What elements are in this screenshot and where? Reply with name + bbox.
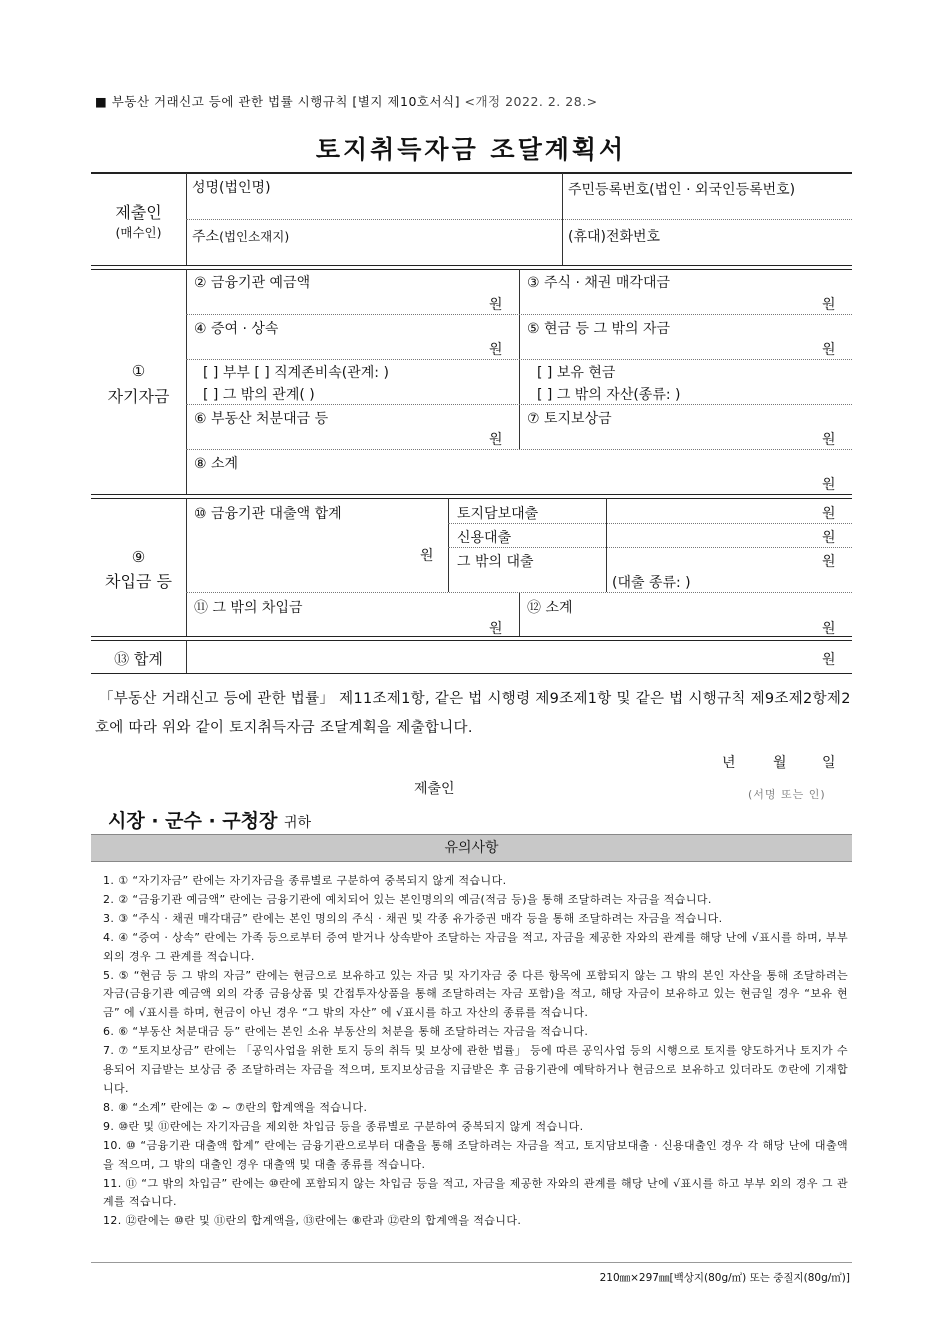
recipient	[108, 806, 311, 833]
note-item: 10. ⑩ “금융기관 대출액 합계” 란에는 금융기관으로부터 대출을 통해 조달하려는 자금을 적고, 토지담보대출 · 신용대출인 경우 각 해당 난에 대출액을 적으며, 그 밖의 대출인 경우 대출액 및 대출 종류를 적습니다.	[103, 1138, 848, 1171]
compensation-unit[interactable]: 원	[822, 432, 836, 448]
note-item: 9. ⑩란 및 ⑪란에는 자기자금을 제외한 차입금 등을 종류별로 구분하여 중복되지 않게 적습니다.	[103, 1119, 584, 1133]
compensation-label: ⑦ 토지보상금	[527, 411, 612, 427]
note-item: 11. ⑪ “그 밖의 차입금” 란에는 ⑩란에 포함되지 않는 차입금 등을 적고, 자금을 제공한 자와의 관계를 해당 난에 √표시를 하고 부부 외의 경우 그 관계를 적습니다.	[103, 1176, 848, 1209]
note-item: 2. ② “금융기관 예금액” 란에는 금융기관에 예치되어 있는 본인명의의 예금(적금 등)을 통해 조달하려는 자금을 적습니다.	[103, 892, 712, 906]
borrowed-number: ⑨	[131, 548, 146, 566]
signature-field[interactable]: (서명 또는 인)	[748, 788, 826, 801]
note-item: 8. ⑧ “소계” 란에는 ② ~ ⑦란의 합계액을 적습니다.	[103, 1100, 368, 1114]
total-label: ⑬ 합계	[114, 650, 163, 668]
day-label: 일	[822, 755, 836, 771]
note-item: 5. ⑤ “현금 등 그 밖의 자금” 란에는 현금으로 보유하고 있는 자금 및 자기자금 중 다른 항목에 포함되지 않는 그 밖의 본인 자산을 통해 조달하려는 자금(금융기관 예금액 외의 각종 금융상품 및 간접투자상품을 통해 조달하려는 자금 포함)을 적고, 해당 자금이 보유하고 있는 현금일 경우 “보유 현금” 에 √표시를 하며, 현금이 아닌 경우 “그 밖의 자산” 에 √표시를 하고 자산의 종류를 적습니다.	[103, 968, 848, 1020]
page-title: 토지취득자금 조달계획서	[315, 135, 627, 164]
gift-relation-checkboxes[interactable]: [ ] 부부 [ ] 직계존비속(관계: )	[203, 365, 389, 381]
own-subtotal-label: ⑧ 소계	[194, 456, 239, 472]
stocks-label: ③ 주식 · 채권 매각대금	[527, 275, 670, 291]
note-item: 7. ⑦ “토지보상금” 란에는 「공익사업을 위한 토지 등의 취득 및 보상에 관한 법률」 등에 따른 공익사업 등의 시행으로 토지를 양도하거나 토지가 수용되어 지급받는 보상금 중 조달하려는 자금을 적으며, 토지보상금을 지급받은 후 금융기관에 예탁하거나 현금으로 보유하고 있더라도 ⑦란에 기재합니다.	[103, 1044, 848, 1095]
revision-date: <개정 2022. 2. 28.>	[464, 94, 598, 109]
notes-list	[103, 872, 848, 1231]
gift-label: ④ 증여 · 상속	[194, 321, 279, 337]
month-label: 월	[773, 755, 787, 771]
note-item: 3. ③ “주식 · 채권 매각대금” 란에는 본인 명의의 주식 · 채권 및 각종 유가증권 매각 등을 통해 조달하려는 자금을 적습니다.	[103, 911, 723, 925]
credit-loan-label: 신용대출	[457, 530, 512, 546]
note-item: 6. ⑥ “부동산 처분대금 등” 란에는 본인 소유 부동산의 처분을 통해 조달하려는 자금을 적습니다.	[103, 1025, 589, 1039]
deposit-unit[interactable]: 원	[489, 297, 503, 313]
address-sublabel: (법인소재지)	[219, 229, 290, 244]
recipient-suffix: 귀하	[284, 815, 312, 831]
land-loan-label: 토지담보대출	[457, 506, 539, 522]
address-field[interactable]	[192, 226, 289, 246]
cash-held-checkbox[interactable]: [ ] 보유 현금	[537, 365, 616, 381]
note-item: 1. ① “자기자금” 란에는 자기자금을 종류별로 구분하여 중복되지 않게 적습니다.	[103, 874, 507, 887]
deposit-label: ② 금융기관 예금액	[194, 275, 311, 291]
own-funds-number: ①	[131, 362, 146, 380]
other-borrow-label: ⑪ 그 밖의 차입금	[194, 600, 303, 616]
cash-other-asset-checkbox[interactable]: [ ] 그 밖의 자산(종류: )	[537, 387, 681, 403]
applicant-sublabel: (매수인)	[115, 225, 162, 240]
note-item: 12. ⑫란에는 ⑩란 및 ⑪란의 합계액을, ⑬란에는 ⑧란과 ⑫란의 합계액을 적습니다.	[103, 1214, 522, 1228]
own-subtotal-unit[interactable]: 원	[822, 477, 836, 493]
borrowed-subtotal-label: ⑫ 소계	[527, 600, 573, 616]
id-number-field[interactable]: 주민등록번호(법인 · 외국인등록번호)	[568, 182, 796, 198]
borrowed-subtotal-unit[interactable]: 원	[822, 621, 836, 637]
gift-other-relation-checkbox[interactable]: [ ] 그 밖의 관계( )	[203, 387, 315, 403]
regulation-text: 부동산 거래신고 등에 관한 법률 시행규칙 [별지 제10호서식]	[111, 94, 460, 109]
land-loan-unit[interactable]: 원	[822, 506, 836, 522]
declaration-text: 「부동산 거래신고 등에 관한 법률」 제11조제1항, 같은 법 시행령 제9조제1항 및 같은 법 시행규칙 제9조제2항제2호에 따라 위와 같이 토지취득자금 조달계획을 제출합니다.	[95, 691, 851, 736]
notes-header-bar	[91, 834, 852, 862]
loan-type-field[interactable]: (대출 종류: )	[612, 575, 691, 591]
other-loan-label: 그 밖의 대출	[457, 554, 534, 570]
submitter-label: 제출인	[414, 781, 455, 797]
cash-unit[interactable]: 원	[822, 342, 836, 358]
address-label: 주소	[192, 229, 220, 245]
phone-field[interactable]: (휴대)전화번호	[568, 229, 661, 245]
disposal-label: ⑥ 부동산 처분대금 등	[194, 411, 329, 427]
year-label: 년	[722, 755, 736, 771]
total-unit[interactable]: 원	[822, 652, 836, 668]
gift-unit[interactable]: 원	[489, 342, 503, 358]
stocks-unit[interactable]: 원	[822, 297, 836, 313]
loan-total-label: ⑩ 금융기관 대출액 합계	[194, 506, 342, 522]
own-funds-label: 자기자금	[107, 387, 170, 406]
applicant-label: 제출인	[115, 203, 162, 222]
credit-loan-unit[interactable]: 원	[822, 530, 836, 546]
cash-label: ⑤ 현금 등 그 밖의 자금	[527, 321, 670, 337]
borrowed-label: 차입금 등	[105, 572, 172, 591]
name-field[interactable]: 성명(법인명)	[192, 180, 271, 196]
notes-title: 유의사항	[444, 840, 499, 856]
regulation-header	[95, 92, 598, 110]
other-borrow-unit[interactable]: 원	[489, 621, 503, 637]
recipient-title: 시장 · 군수 · 구청장	[108, 810, 278, 832]
loan-total-unit[interactable]: 원	[420, 548, 434, 564]
square-bullet-icon: ■	[95, 94, 108, 109]
paper-spec-footer: 210㎜×297㎜[백상지(80g/㎡) 또는 중질지(80g/㎡)]	[599, 1272, 850, 1284]
disposal-unit[interactable]: 원	[489, 432, 503, 448]
other-loan-unit[interactable]: 원	[822, 554, 836, 570]
note-item: 4. ④ “증여 · 상속” 란에는 가족 등으로부터 증여 받거나 상속받아 조달하는 자금을 적고, 자금을 제공한 자와의 관계를 해당 난에 √표시를 하며, 부부 외의 경우 그 관계를 적습니다.	[103, 930, 849, 963]
